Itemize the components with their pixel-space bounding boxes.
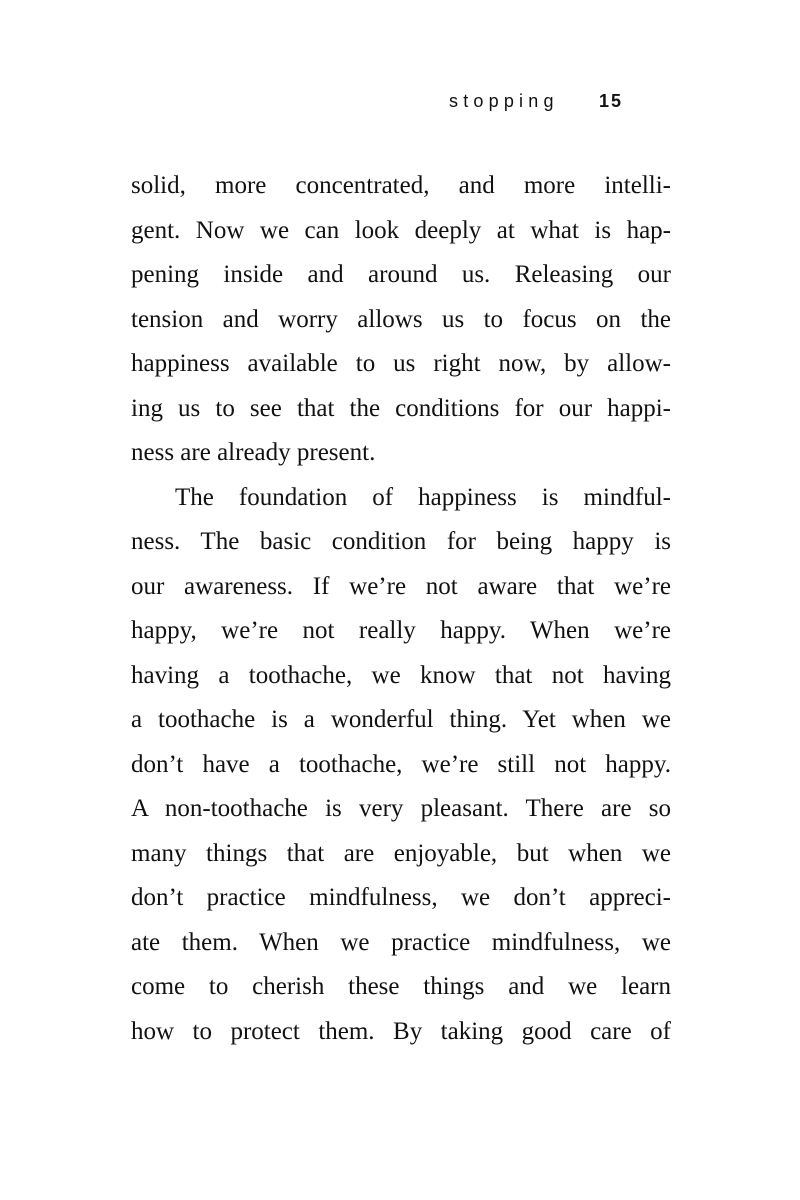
text-line: happy, we’re not really happy. When we’re: [131, 617, 671, 644]
text-line: how to protect them. By taking good care of: [131, 1017, 671, 1045]
text-line: don’t practice mindfulness, we don’t appreci-: [131, 884, 671, 911]
paragraph: [131, 164, 671, 476]
text-line: gent. Now we can look deeply at what is hap-: [131, 216, 671, 244]
paragraph: [131, 476, 671, 1055]
body-text: [131, 164, 671, 1054]
text-line: happiness available to us right now, by allow-: [131, 350, 671, 377]
text-line: a toothache is a wonderful thing. Yet when we: [131, 706, 671, 733]
text-line: many things that are enjoyable, but when we: [131, 839, 671, 867]
text-line: pening inside and around us. Releasing our: [131, 261, 671, 288]
page-number: 15: [599, 91, 624, 111]
text-line: The foundation of happiness is mindful-: [175, 483, 671, 511]
running-title: stopping: [449, 91, 559, 111]
text-line: solid, more concentrated, and more intelli-: [131, 172, 671, 199]
text-line: come to cherish these things and we learn: [131, 973, 671, 1000]
text-line: A non-toothache is very pleasant. There are so: [131, 795, 671, 822]
running-header: [420, 88, 626, 114]
text-line: ate them. When we practice mindfulness, we: [131, 928, 671, 956]
text-line: tension and worry allows us to focus on the: [131, 305, 671, 333]
text-line: our awareness. If we’re not aware that we’re: [131, 572, 671, 600]
text-line: ness. The basic condition for being happy is: [131, 528, 671, 555]
text-line: ness are already present.: [131, 439, 376, 466]
text-line: don’t have a toothache, we’re still not happy.: [131, 750, 671, 778]
text-line: having a toothache, we know that not having: [131, 661, 671, 689]
text-line: ing us to see that the conditions for our happi-: [131, 394, 671, 422]
